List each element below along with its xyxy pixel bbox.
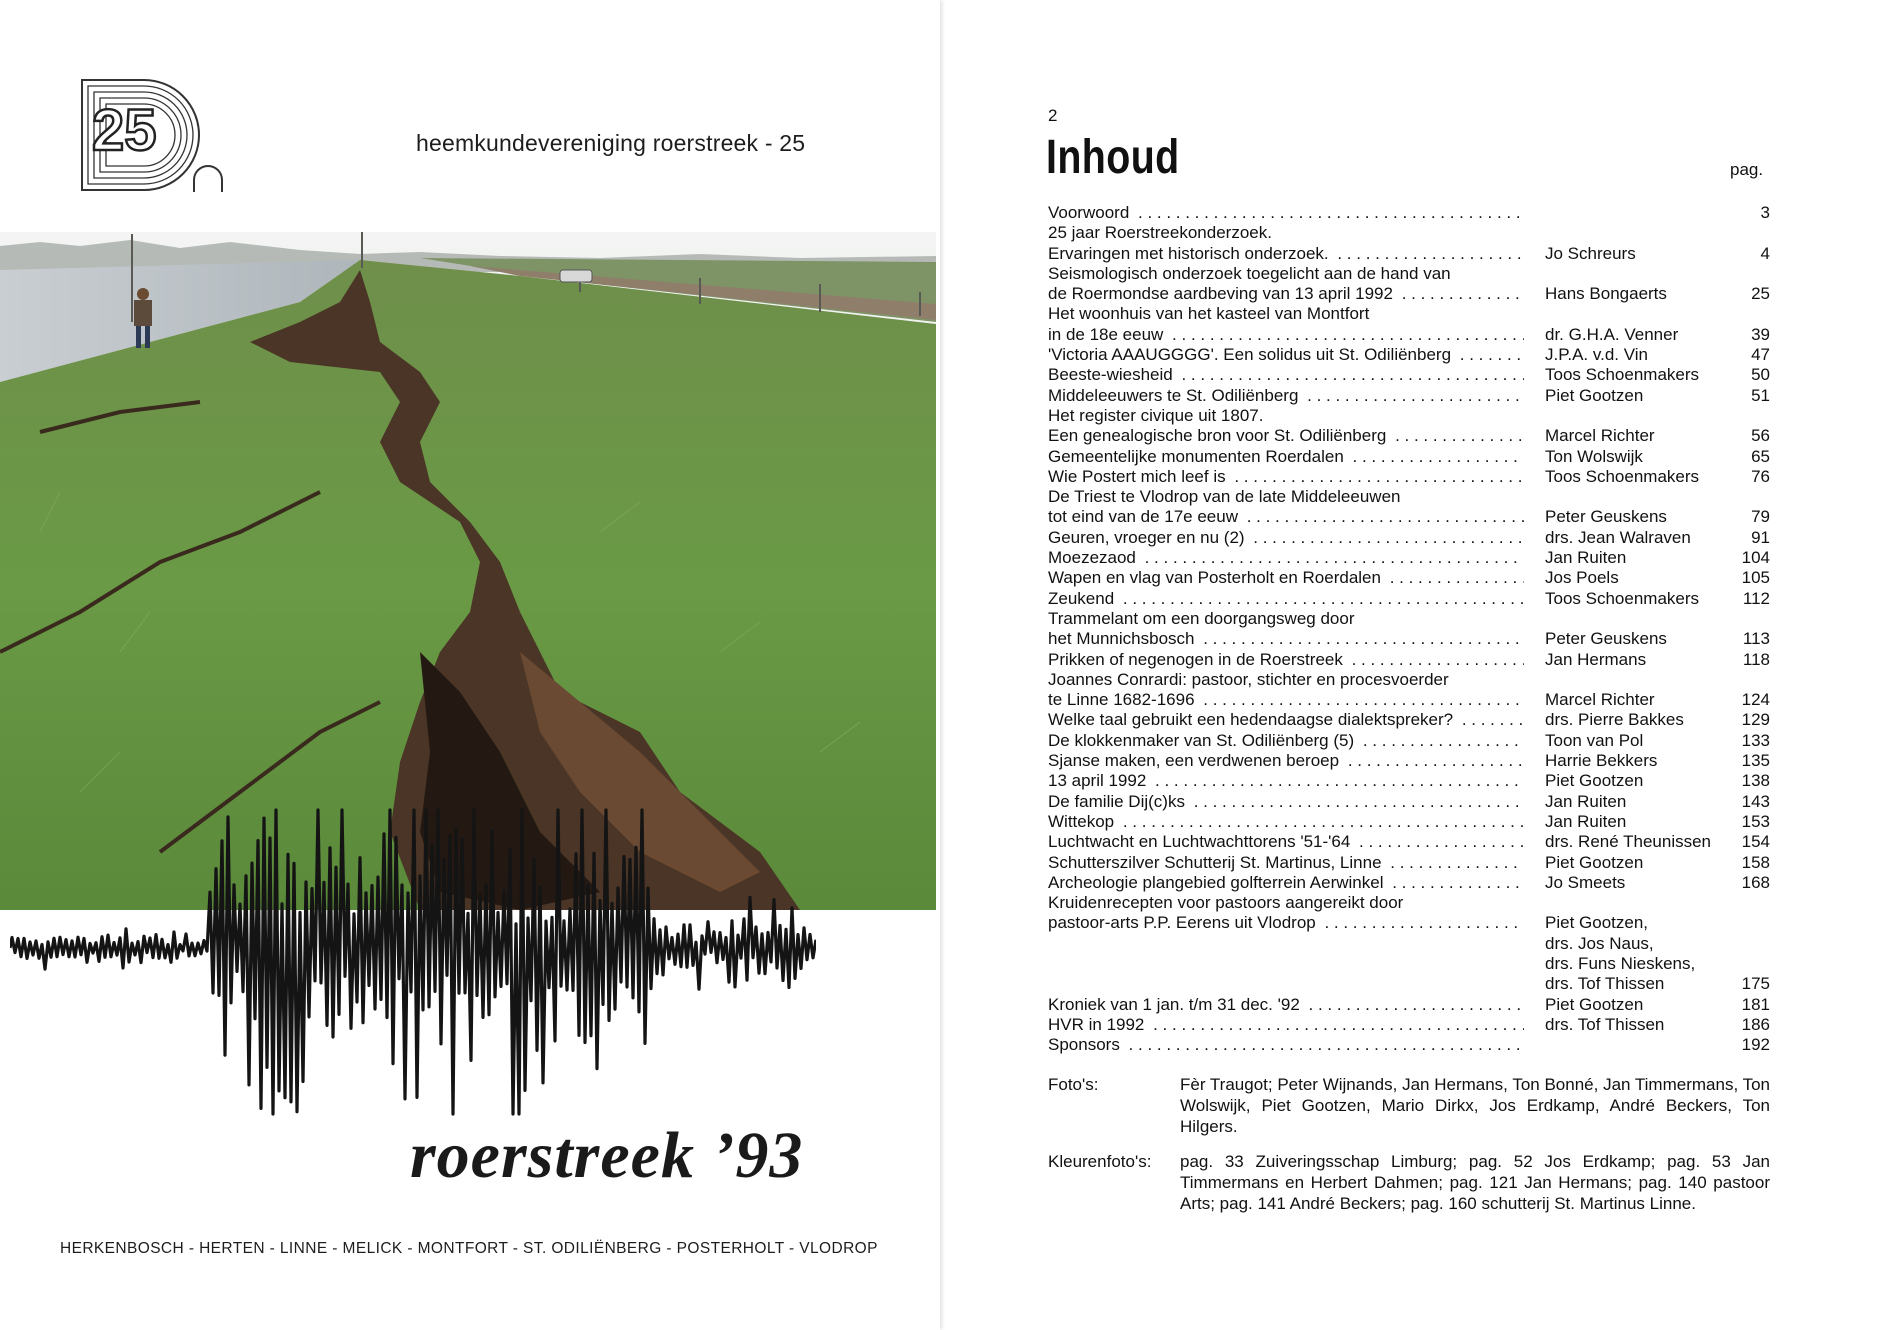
toc-title-cell <box>1048 792 1524 812</box>
toc-author: drs. Pierre Bakkes <box>1545 710 1684 730</box>
toc-entry <box>1048 670 1770 690</box>
toc-entry <box>1048 568 1770 588</box>
toc-author: J.P.A. v.d. Vin <box>1545 345 1649 365</box>
toc-title-cell <box>1048 893 1524 913</box>
toc-author: Piet Gootzen <box>1545 852 1644 872</box>
toc-page: 186 <box>1741 1014 1770 1034</box>
toc-title-cell <box>1048 548 1524 568</box>
toc-page: 154 <box>1741 832 1770 852</box>
toc-author: dr. G.H.A. Venner <box>1545 324 1679 344</box>
toc-entry <box>1048 690 1770 710</box>
toc-title: Kroniek van 1 jan. t/m 31 dec. '92 <box>1048 995 1304 1014</box>
toc-page: 181 <box>1741 994 1770 1014</box>
toc-page: 153 <box>1741 811 1770 831</box>
toc-entry <box>1048 934 1770 954</box>
toc-page: 175 <box>1741 974 1770 994</box>
toc-entry <box>1048 751 1770 771</box>
toc-author: drs. Jos Naus, <box>1545 933 1654 953</box>
toc-title-cell <box>1048 325 1524 345</box>
toc-title-cell <box>1048 568 1524 588</box>
toc-title-cell <box>1048 447 1524 467</box>
toc-title: De familie Dij(c)ks <box>1048 792 1189 811</box>
toc-title: Schutterszilver Schutterij St. Martinus, Linne <box>1048 853 1386 872</box>
toc-entry <box>1048 1035 1770 1055</box>
toc-title: Kruidenrecepten voor pastoors aangereikt door <box>1048 893 1407 912</box>
toc-title: Een genealogische bron voor St. Odiliënberg <box>1048 426 1390 445</box>
credit-label: Foto's: <box>1048 1075 1099 1094</box>
credit-text: Fèr Traugot; Peter Wijnands, Jan Hermans, Ton Bonné, Jan Timmermans, Ton Wolswijk, Piet Gootzen, Mario Dirkx, Jos Erdkamp, André Beckers, Ton Hilgers. <box>1180 1075 1770 1136</box>
toc-title-cell <box>1048 365 1524 385</box>
toc-title: te Linne 1682-1696 <box>1048 690 1199 709</box>
toc-entry <box>1048 507 1770 527</box>
toc-title: Prikken of negenogen in de Roerstreek <box>1048 650 1347 669</box>
toc-title-cell <box>1048 690 1524 710</box>
toc-entry <box>1048 426 1770 446</box>
toc-title-cell <box>1048 528 1524 548</box>
places-list: HERKENBOSCH - HERTEN - LINNE - MELICK - MONTFORT - ST. ODILIËNBERG - POSTERHOLT - VLODROP <box>60 1240 878 1257</box>
toc-title-cell <box>1048 386 1524 406</box>
toc-page: 51 <box>1751 385 1770 405</box>
toc-title: Geuren, vroeger en nu (2) <box>1048 528 1249 547</box>
toc-title-cell <box>1048 203 1524 223</box>
toc-title <box>1048 974 1052 993</box>
toc-page: 129 <box>1741 710 1770 730</box>
toc-entry <box>1048 284 1770 304</box>
toc-title: Het woonhuis van het kasteel van Montfort <box>1048 304 1373 323</box>
toc-author: Hans Bongaerts <box>1545 284 1667 304</box>
anniversary-logo <box>74 72 234 200</box>
toc-title: Ervaringen met historisch onderzoek. <box>1048 244 1333 263</box>
toc-title: HVR in 1992 <box>1048 1015 1148 1034</box>
toc-author: Toos Schoenmakers <box>1545 365 1700 385</box>
toc-title-cell <box>1048 974 1524 994</box>
toc-title-cell <box>1048 467 1524 487</box>
toc-author: Toon van Pol <box>1545 730 1644 750</box>
toc-entry <box>1048 771 1770 791</box>
toc-title-cell <box>1048 426 1524 446</box>
toc-entry <box>1048 913 1770 933</box>
toc-title: Het register civique uit 1807. <box>1048 406 1267 425</box>
toc-page: 91 <box>1751 527 1770 547</box>
toc-author: drs. Funs Nieskens, <box>1545 953 1696 973</box>
toc-title-cell <box>1048 913 1524 933</box>
toc-page: 25 <box>1751 284 1770 304</box>
toc-page: 65 <box>1751 446 1770 466</box>
toc-entry <box>1048 609 1770 629</box>
toc-author: Jos Poels <box>1545 568 1619 588</box>
toc-entry <box>1048 487 1770 507</box>
toc-author: drs. René Theunissen <box>1545 832 1712 852</box>
toc-title: Trammelant om een doorgangsweg door <box>1048 609 1358 628</box>
toc-title: De klokkenmaker van St. Odiliënberg (5) <box>1048 731 1358 750</box>
toc-page: 138 <box>1741 771 1770 791</box>
toc-title-cell <box>1048 873 1524 893</box>
toc-author: Marcel Richter <box>1545 426 1655 446</box>
toc-title-cell <box>1048 832 1524 852</box>
toc-author: drs. Tof Thissen <box>1545 974 1665 994</box>
toc-title: tot eind van de 17e eeuw <box>1048 507 1242 526</box>
toc-entry <box>1048 974 1770 994</box>
toc-title-cell <box>1048 487 1524 507</box>
toc-title-cell <box>1048 853 1524 873</box>
toc-entry <box>1048 223 1770 243</box>
toc-title-cell <box>1048 406 1524 426</box>
toc-entry <box>1048 386 1770 406</box>
toc-title-cell <box>1048 771 1524 791</box>
toc-page: 79 <box>1751 507 1770 527</box>
toc-entry <box>1048 995 1770 1015</box>
toc-title: de Roermondse aardbeving van 13 april 1992 <box>1048 284 1397 303</box>
toc-entry <box>1048 650 1770 670</box>
toc-page: 105 <box>1741 568 1770 588</box>
toc-entry <box>1048 589 1770 609</box>
toc-title: 25 jaar Roerstreekonderzoek. <box>1048 223 1276 242</box>
contents-heading: Inhoud <box>1046 131 1180 184</box>
toc-author: Piet Gootzen <box>1545 771 1644 791</box>
photo-credits <box>1048 1074 1770 1228</box>
toc-author: drs. Tof Thissen <box>1545 1014 1665 1034</box>
credit-text: pag. 33 Zuiveringsschap Limburg; pag. 52 Jos Erdkamp; pag. 53 Jan Timmermans en Herbert Dahmen; pag. 121 Jan Hermans; pag. 140 pastoor Arts; pag. 141 André Beckers; pag. 160 schutterij St. Martinus Linne. <box>1180 1152 1770 1213</box>
toc-page: 50 <box>1751 365 1770 385</box>
toc-title-cell <box>1048 223 1524 243</box>
toc-page: 168 <box>1741 872 1770 892</box>
seismogram-graphic <box>10 808 816 1118</box>
toc-title-cell <box>1048 507 1524 527</box>
toc-title-cell <box>1048 731 1524 751</box>
toc-title-cell <box>1048 345 1524 365</box>
toc-entry <box>1048 325 1770 345</box>
toc-entry <box>1048 345 1770 365</box>
table-of-contents <box>1048 203 1770 1055</box>
toc-author: Ton Wolswijk <box>1545 446 1643 466</box>
credit-block <box>1048 1074 1770 1137</box>
toc-author: Jan Ruiten <box>1545 548 1627 568</box>
toc-page: 118 <box>1742 649 1770 669</box>
toc-page: 104 <box>1741 548 1770 568</box>
toc-title: Joannes Conrardi: pastoor, stichter en procesvoerder <box>1048 670 1453 689</box>
toc-title <box>1048 934 1052 953</box>
toc-title: Gemeentelijke monumenten Roerdalen <box>1048 447 1348 466</box>
toc-entry <box>1048 792 1770 812</box>
toc-author: Toos Schoenmakers <box>1545 466 1700 486</box>
toc-title-cell <box>1048 264 1524 284</box>
toc-author: Jan Ruiten <box>1545 811 1627 831</box>
toc-entry <box>1048 812 1770 832</box>
toc-author: Jan Hermans <box>1545 649 1647 669</box>
toc-entry <box>1048 447 1770 467</box>
toc-title: Wie Postert mich leef is <box>1048 467 1230 486</box>
toc-title: 13 april 1992 <box>1048 771 1150 790</box>
toc-title-cell <box>1048 934 1524 954</box>
toc-title-cell <box>1048 284 1524 304</box>
toc-author: Harrie Bekkers <box>1545 751 1658 771</box>
toc-title-cell <box>1048 629 1524 649</box>
toc-page: 56 <box>1751 426 1770 446</box>
toc-page: 124 <box>1741 690 1770 710</box>
toc-title: Welke taal gebruikt een hedendaagse dialektspreker? <box>1048 710 1457 729</box>
toc-title: pastoor-arts P.P. Eerens uit Vlodrop <box>1048 913 1320 932</box>
page-number: 2 <box>1048 106 1058 125</box>
toc-page: 76 <box>1751 466 1770 486</box>
toc-page: 4 <box>1760 243 1770 263</box>
toc-author: Piet Gootzen <box>1545 385 1644 405</box>
toc-entry <box>1048 244 1770 264</box>
toc-author: Piet Gootzen, <box>1545 913 1649 933</box>
toc-title-cell <box>1048 304 1524 324</box>
toc-title-cell <box>1048 995 1524 1015</box>
toc-page: 158 <box>1741 852 1770 872</box>
toc-title: Middeleeuwers te St. Odiliënberg <box>1048 386 1302 405</box>
toc-entry <box>1048 467 1770 487</box>
association-header: heemkundevereniging roerstreek - 25 <box>416 130 806 156</box>
toc-title <box>1048 954 1052 973</box>
toc-title: Beeste-wiesheid <box>1048 365 1177 384</box>
toc-author: Toos Schoenmakers <box>1545 588 1700 608</box>
toc-title: Archeologie plangebied golfterrein Aerwinkel <box>1048 873 1388 892</box>
toc-title-cell <box>1048 589 1524 609</box>
toc-title: Sponsors <box>1048 1035 1124 1054</box>
toc-title-cell <box>1048 1035 1524 1055</box>
toc-author: Jan Ruiten <box>1545 791 1627 811</box>
toc-title: De Triest te Vlodrop van de late Middeleeuwen <box>1048 487 1404 506</box>
toc-title: Luchtwacht en Luchtwachttorens '51-'64 <box>1048 832 1354 851</box>
toc-entry <box>1048 954 1770 974</box>
toc-page: 135 <box>1741 751 1770 771</box>
toc-title: in de 18e eeuw <box>1048 325 1167 344</box>
toc-title: Wittekop <box>1048 812 1118 831</box>
svg-text:25: 25 <box>92 98 157 163</box>
toc-page: 113 <box>1742 629 1770 649</box>
toc-entry <box>1048 548 1770 568</box>
credit-label: Kleurenfoto's: <box>1048 1152 1152 1171</box>
toc-entry <box>1048 853 1770 873</box>
toc-title-cell <box>1048 244 1524 264</box>
toc-title: Seismologisch onderzoek toegelicht aan de hand van <box>1048 264 1455 283</box>
toc-author: drs. Jean Walraven <box>1545 527 1691 547</box>
toc-author: Marcel Richter <box>1545 690 1655 710</box>
toc-author: Piet Gootzen <box>1545 994 1644 1014</box>
toc-title-cell <box>1048 650 1524 670</box>
toc-entry <box>1048 731 1770 751</box>
toc-author: Peter Geuskens <box>1545 629 1667 649</box>
toc-page: 47 <box>1751 345 1770 365</box>
toc-entry <box>1048 629 1770 649</box>
toc-page: 39 <box>1751 324 1770 344</box>
toc-entry <box>1048 365 1770 385</box>
toc-page: 3 <box>1760 203 1770 222</box>
toc-title-cell <box>1048 609 1524 629</box>
toc-entry <box>1048 528 1770 548</box>
toc-entry <box>1048 203 1770 223</box>
toc-entry <box>1048 406 1770 426</box>
toc-entry <box>1048 1015 1770 1035</box>
toc-title: Moezezaod <box>1048 548 1140 567</box>
toc-title-cell <box>1048 812 1524 832</box>
toc-page: 192 <box>1741 1035 1770 1055</box>
toc-title-cell <box>1048 1015 1524 1035</box>
toc-title-cell <box>1048 670 1524 690</box>
toc-author: Jo Schreurs <box>1545 243 1636 263</box>
toc-page: 143 <box>1741 791 1770 811</box>
toc-title: Sjanse maken, een verdwenen beroep <box>1048 751 1343 770</box>
toc-title: Zeukend <box>1048 589 1118 608</box>
toc-title: Voorwoord <box>1048 203 1133 222</box>
toc-entry <box>1048 710 1770 730</box>
toc-title-cell <box>1048 954 1524 974</box>
cover-title: roerstreek ’93 <box>410 1119 804 1192</box>
page-column-label: pag. <box>1730 160 1764 179</box>
toc-title: 'Victoria AAAUGGGG'. Een solidus uit St. Odiliënberg <box>1048 345 1455 364</box>
toc-author: Peter Geuskens <box>1545 507 1667 527</box>
toc-title-cell <box>1048 710 1524 730</box>
toc-page: 133 <box>1741 730 1770 750</box>
toc-page: 112 <box>1742 588 1770 608</box>
toc-author: Jo Smeets <box>1545 872 1626 892</box>
toc-entry <box>1048 873 1770 893</box>
toc-title-cell <box>1048 751 1524 771</box>
toc-title: het Munnichsbosch <box>1048 629 1198 648</box>
toc-entry <box>1048 264 1770 284</box>
toc-entry <box>1048 893 1770 913</box>
toc-entry <box>1048 304 1770 324</box>
toc-title: Wapen en vlag van Posterholt en Roerdalen <box>1048 568 1385 587</box>
credit-block <box>1048 1151 1770 1214</box>
cover-page <box>0 0 940 1330</box>
toc-entry <box>1048 832 1770 852</box>
